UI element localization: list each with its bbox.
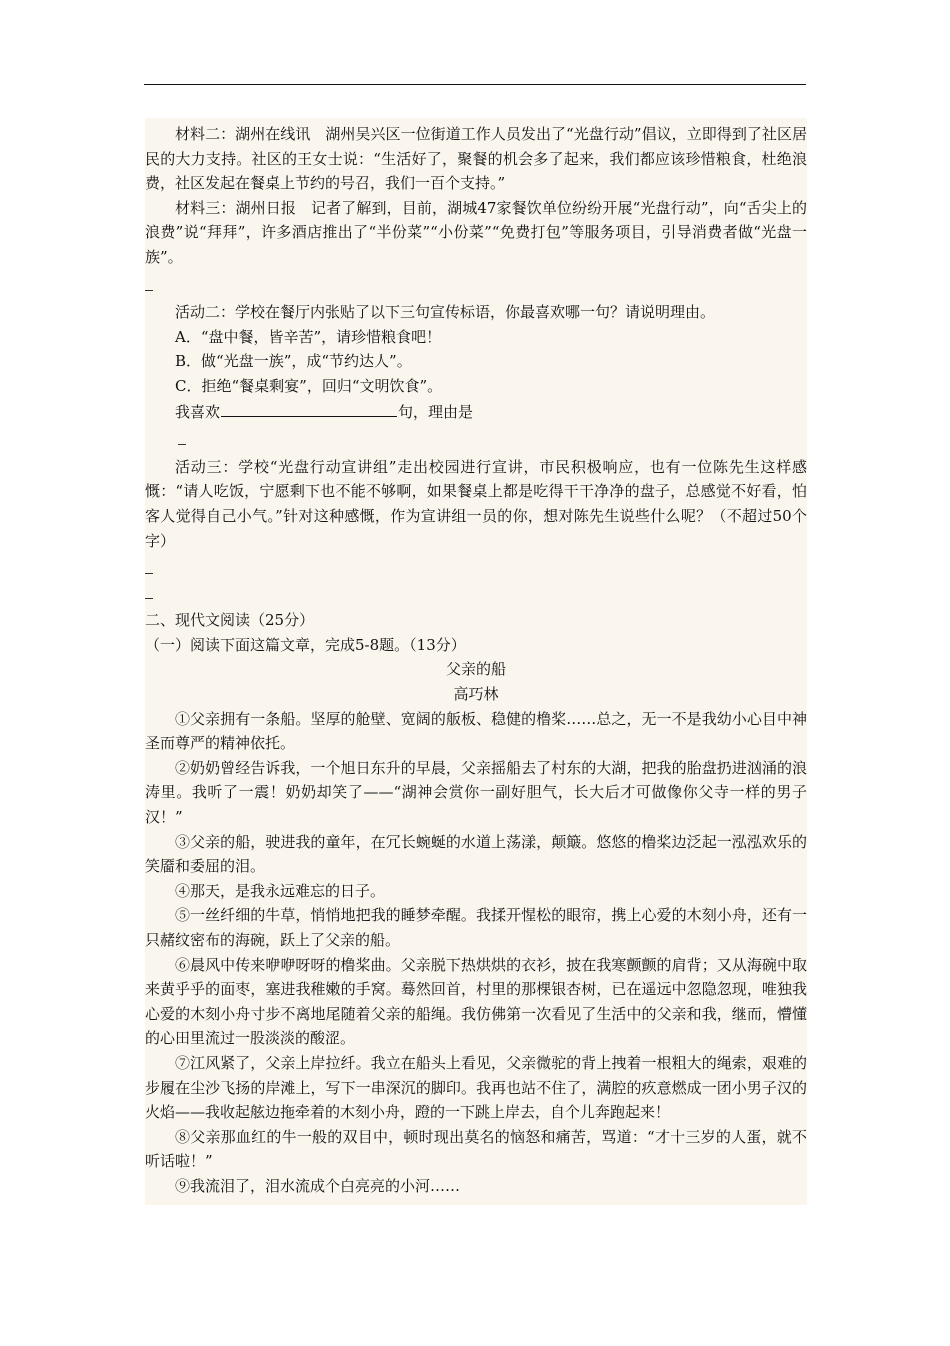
answer-line-4 <box>145 584 807 609</box>
activity-2-prompt: 活动二：学校在餐厅内张贴了以下三句宣传标语，你最喜欢哪一句？请说明理由。 <box>175 303 716 322</box>
header-rule <box>144 84 806 85</box>
article-paragraph-2: ②奶奶曾经告诉我，一个旭日东升的早晨，父亲摇船去了村东的大湖，把我的胎盘扔进汹涌的浪涛里。我听了一震！奶奶却笑了——“湖神会赏你一副好胆气，长大后才可做像你父寺一样的男子汉！” <box>145 758 807 827</box>
article-paragraph-7: ⑦江风紧了，父亲上岸拉纤。我立在船头上看见，父亲微驼的背上拽着一根粗大的绳索，艰难的步履在尘沙飞扬的岸滩上，写下一串深沉的脚印。我再也站不住了，满腔的疚意燃成一团小男子汉的火焰——我收起舷边拖牵着的木刻小舟，蹬的一下跳上岸去，自个儿奔跑起来！ <box>145 1053 807 1122</box>
article-paragraph-8: ⑧父亲那血红的牛一般的双目中，顿时现出莫名的恼怒和痛苦，骂道：“才十三岁的人蛋，就不听话啦！” <box>145 1127 807 1171</box>
answer-blank[interactable] <box>221 399 397 417</box>
article-paragraph-5: ⑤一丝纤细的牛草，悄悄地把我的睡梦牵醒。我揉开惺松的眼帘，携上心爱的木刻小舟，还有一只赭纹密布的海碗，跃上了父亲的船。 <box>145 906 807 949</box>
activity-2-option-b: B．做“光盘一族”，成“节约达人”。 <box>175 352 412 371</box>
document-body <box>145 118 807 1205</box>
article-paragraph-6: ⑥晨风中传来咿咿呀呀的橹桨曲。父亲脱下热烘烘的衣衫，披在我寒颤颤的肩背；又从海碗中取来黄乎乎的面枣，塞进我稚嫩的手窝。蓦然回首，村里的那棵银杏树，已在遥远中忽隐忽现，唯独我心爱的木刻小舟寸步不离地尾随着父亲的船绳。我仿佛第一次看见了生活中的父亲和我，继而，懵懂的心田里流过一股淡淡的酸涩。 <box>145 955 807 1048</box>
activity-2-option-a: A．“盘中餐，皆辛苦”，请珍惜粮食吧！ <box>175 327 442 346</box>
section-2-heading: 二、现代文阅读（25分） <box>145 611 315 630</box>
answer-line-1 <box>145 276 807 301</box>
activity-3-prompt: 活动三：学校“光盘行动宣讲组”走出校园进行宣讲，市民积极响应，也有一位陈先生这样感慨：“请人吃饭，宁愿剩下也不能不够啊，如果餐桌上都是吃得干干净净的盘子，总感觉不好看，怕客人觉得自己小气。”针对这种感慨，作为宣讲组一员的你，想对陈先生说些什么呢？（不超过50个字） <box>145 457 807 550</box>
answer-suffix: 句，理由是 <box>398 402 474 421</box>
material-3: 材料三：湖州日报 记者了解到，目前，湖城47家餐饮单位纷纷开展“光盘行动”，向“舌尖上的浪费”说“拜拜”，许多酒店推出了“半份菜”“小份菜”“免费打包”等服务项目，引导消费者做“光盘一族”。 <box>145 198 807 266</box>
article-paragraph-4: ④那天，是我永远难忘的日子。 <box>175 881 386 900</box>
article-paragraph-3: ③父亲的船，驶进我的童年，在冗长蜿蜒的水道上荡漾，颠簸。悠悠的橹桨边泛起一泓泓欢乐的笑靥和委屈的泪。 <box>145 832 807 876</box>
activity-2-option-c: C．拒绝“餐桌剩宴”，回归“文明饮食”。 <box>175 376 443 395</box>
part-1-heading: （一）阅读下面这篇文章，完成5-8题。（13分） <box>145 635 466 654</box>
material-2: 材料二：湖州在线讯 湖州吴兴区一位街道工作人员发出了“光盘行动”倡议，立即得到了社区居民的大力支持。社区的王女士说：“生活好了，聚餐的机会多了起来，我们都应该珍惜粮食，杜绝浪费，社区发起在餐桌上节约的号召，我们一百个支持。” <box>145 125 807 193</box>
article-title: 父亲的船 <box>445 660 506 679</box>
activity-2-answer <box>145 399 807 425</box>
article-author: 高巧林 <box>453 685 499 704</box>
article-paragraph-1: ①父亲拥有一条船。坚厚的舱壁、宽阔的舨板、稳健的橹桨……总之，无一不是我幼小心目中神圣而尊严的精神依托。 <box>145 709 807 753</box>
article-paragraph-9: ⑨我流泪了，泪水流成个白亮亮的小河…… <box>175 1176 461 1195</box>
answer-line-3 <box>145 559 807 584</box>
answer-prefix: 我喜欢 <box>175 402 221 421</box>
answer-line-2 <box>145 430 807 455</box>
